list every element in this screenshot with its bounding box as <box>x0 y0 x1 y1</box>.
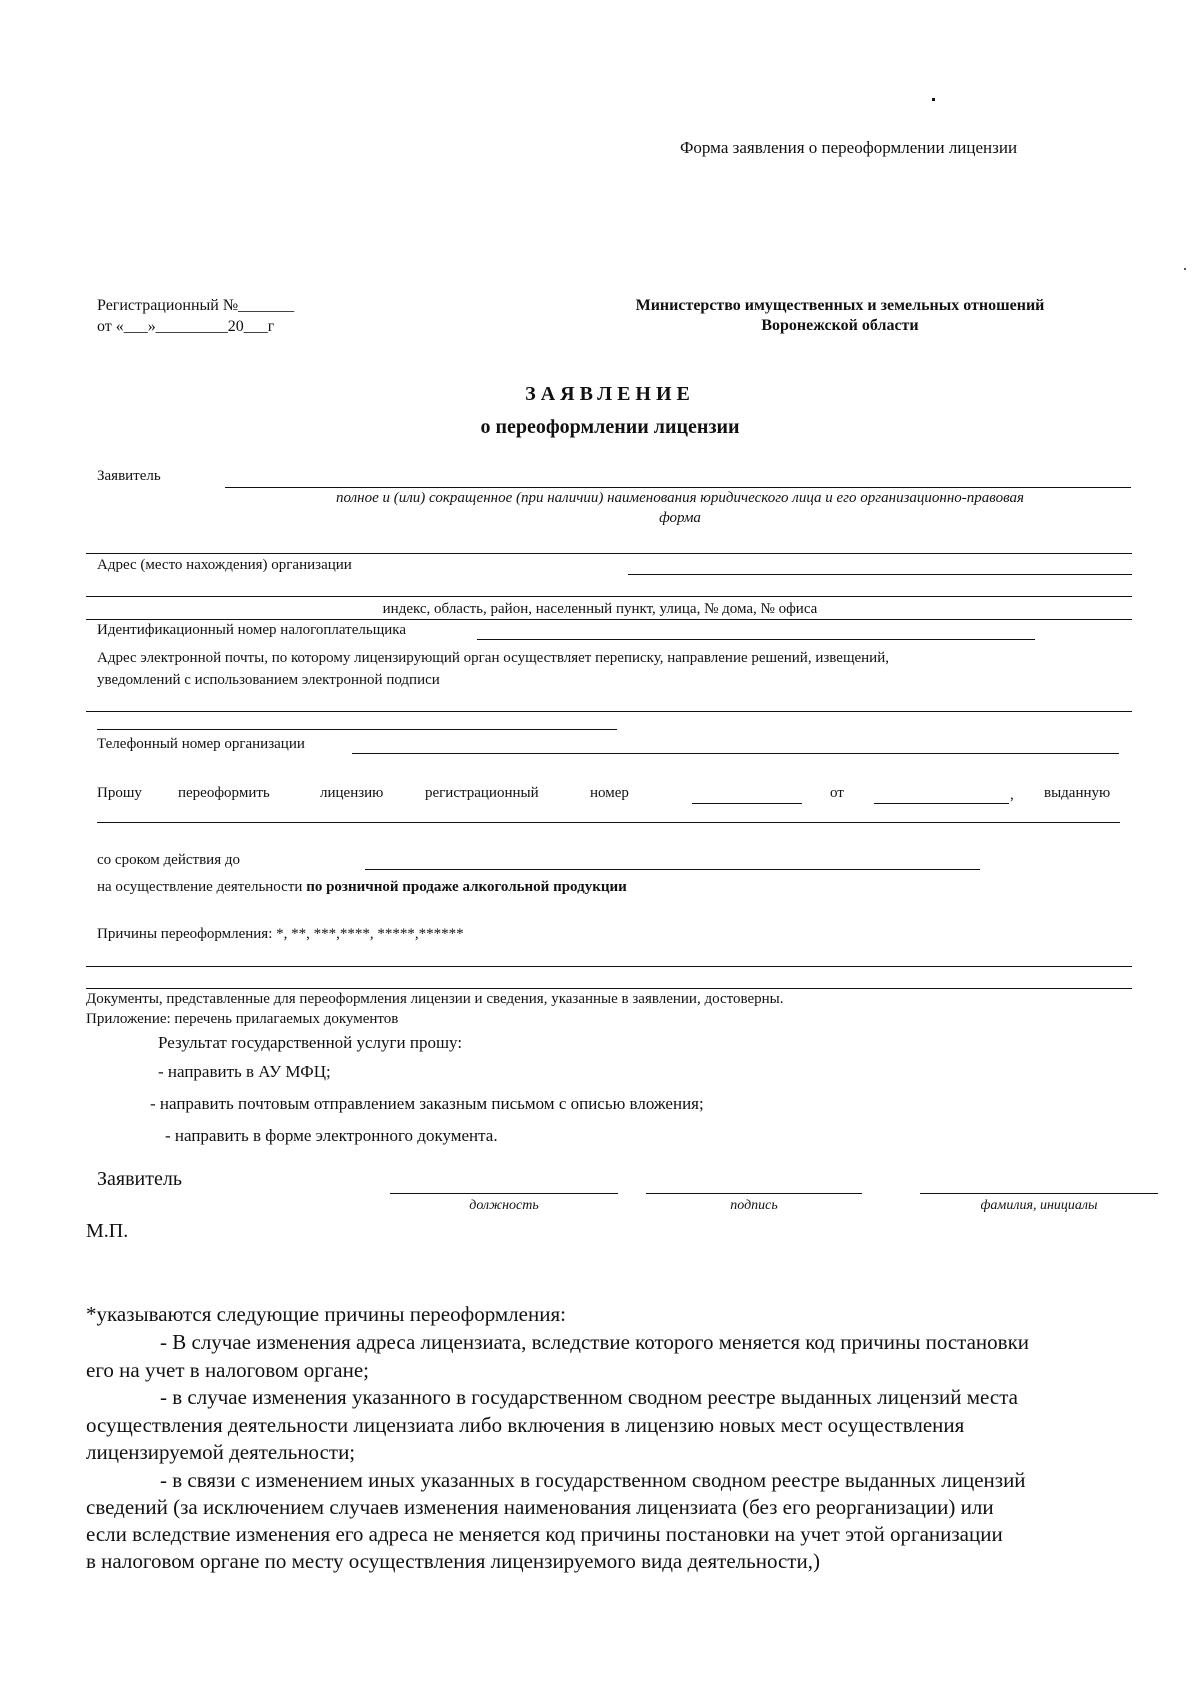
result-option-3: - направить в форме электронного документа. <box>165 1126 498 1145</box>
inn-label: Идентификационный номер налогоплательщика <box>97 622 407 638</box>
footnote-item1-line1: - В случае изменения адреса лицензиата, вследствие которого меняется код причины постановки <box>160 1330 1030 1354</box>
documents-attachment: Приложение: перечень прилагаемых документов <box>86 1011 399 1027</box>
name-line <box>920 1193 1158 1194</box>
result-option-1: - направить в АУ МФЦ; <box>158 1062 331 1081</box>
result-heading: Результат государственной услуги прошу: <box>158 1033 463 1052</box>
signature-line <box>646 1193 862 1194</box>
footnote-item3-line2: сведений (за исключением случаев изменения наименования лицензиата (без его реорганизации) или <box>86 1495 994 1519</box>
result-option-2: - направить почтовым отправлением заказным письмом с описью вложения; <box>150 1094 704 1113</box>
registration-number: Регистрационный №_______ <box>97 297 295 314</box>
document-title: ЗАЯВЛЕНИЕ <box>525 383 695 405</box>
footnote-item2-line1: - в случае изменения указанного в государственном сводном реестре выданных лицензий места <box>160 1385 1018 1409</box>
request-word-5: номер <box>590 785 629 801</box>
registration-date: от «___»_________20___г <box>97 318 275 335</box>
reasons-label: Причины переоформления: *, **, ***,****, *****,****** <box>97 926 464 942</box>
request-from: от <box>830 785 844 801</box>
document-subtitle: о переоформлении лицензии <box>480 416 740 438</box>
email-field-line-2 <box>97 729 617 730</box>
scan-dot <box>1184 268 1186 270</box>
documents-statement: Документы, представленные для переоформления лицензии и сведения, указанные в заявлении, достоверны. <box>86 991 784 1007</box>
email-text-line1: Адрес электронной почты, по которому лицензирующий орган осуществляет переписку, направление решений, извещений, <box>97 650 889 666</box>
applicant-field-line-2 <box>86 553 1132 554</box>
request-word-2: переоформить <box>178 785 270 801</box>
ministry-name <box>600 297 1080 335</box>
request-word-3: лицензию <box>320 785 384 801</box>
footnote-item3-line3: если вследствие изменения его адреса не меняется код причины постановки на учет этой организации <box>86 1522 1003 1546</box>
scan-dot <box>932 98 935 101</box>
license-date-line <box>874 803 1009 804</box>
request-word-1: Прошу <box>97 785 142 801</box>
applicant-label: Заявитель <box>97 468 161 484</box>
validity-label: со сроком действия до <box>97 852 240 868</box>
footnote-intro: *указываются следующие причины переоформления: <box>86 1302 566 1326</box>
form-title: Форма заявления о переоформлении лицензии <box>680 138 1018 157</box>
ministry-line1: Министерство имущественных и земельных отношений <box>635 297 1045 314</box>
applicant-hint-line1: полное и (или) сокращенное (при наличии) наименования юридического лица и его организационно-правовая <box>336 490 1024 506</box>
address-hint: индекс, область, район, населенный пункт, улица, № дома, № офиса <box>382 601 818 617</box>
footnote-item2-line3: лицензируемой деятельности; <box>86 1440 356 1464</box>
request-field-line <box>97 822 1120 823</box>
license-number-line <box>692 803 802 804</box>
signature-applicant-label: Заявитель <box>97 1168 182 1190</box>
address-field-line-2 <box>86 596 1132 597</box>
footnote-item3-line4: в налоговом органе по месту осуществления лицензируемого вида деятельности,) <box>86 1549 820 1573</box>
reasons-field-line-2 <box>86 988 1132 989</box>
footnote-item1-line2: его на учет в налоговом органе; <box>86 1358 369 1382</box>
footnote-item3-line1: - в связи с изменением иных указанных в государственном сводном реестре выданных лицензий <box>160 1468 1026 1492</box>
name-caption: фамилия, инициалы <box>980 1198 1098 1213</box>
ministry-line2: Воронежской области <box>761 317 919 334</box>
position-line <box>390 1193 618 1194</box>
applicant-hint-line2: форма <box>659 510 701 526</box>
footnote-item2-line2: осуществления деятельности лицензиата либо включения в лицензию новых мест осуществления <box>86 1413 965 1437</box>
request-issued: выданную <box>1044 785 1111 801</box>
request-word-4: регистрационный <box>425 785 539 801</box>
applicant-field-line <box>225 487 1131 488</box>
request-comma: , <box>1010 787 1014 803</box>
position-caption: должность <box>469 1198 539 1213</box>
address-field-line <box>628 574 1132 575</box>
validity-field-line <box>365 869 980 870</box>
address-field-line-3 <box>86 619 1132 620</box>
activity-bold: по розничной продаже алкогольной продукции <box>306 879 627 895</box>
email-field-line <box>86 711 1132 712</box>
reasons-field-line <box>86 966 1132 967</box>
phone-field-line <box>352 753 1119 754</box>
activity-prefix: на осуществление деятельности <box>97 879 307 895</box>
applicant-hint <box>230 490 1130 527</box>
activity-text <box>97 879 627 896</box>
signature-caption: подпись <box>730 1198 778 1213</box>
address-label: Адрес (место нахождения) организации <box>97 557 352 573</box>
stamp-label: М.П. <box>86 1220 129 1242</box>
phone-label: Телефонный номер организации <box>97 736 305 752</box>
email-text-line2: уведомлений с использованием электронной подписи <box>97 672 440 688</box>
inn-field-line <box>477 639 1035 640</box>
